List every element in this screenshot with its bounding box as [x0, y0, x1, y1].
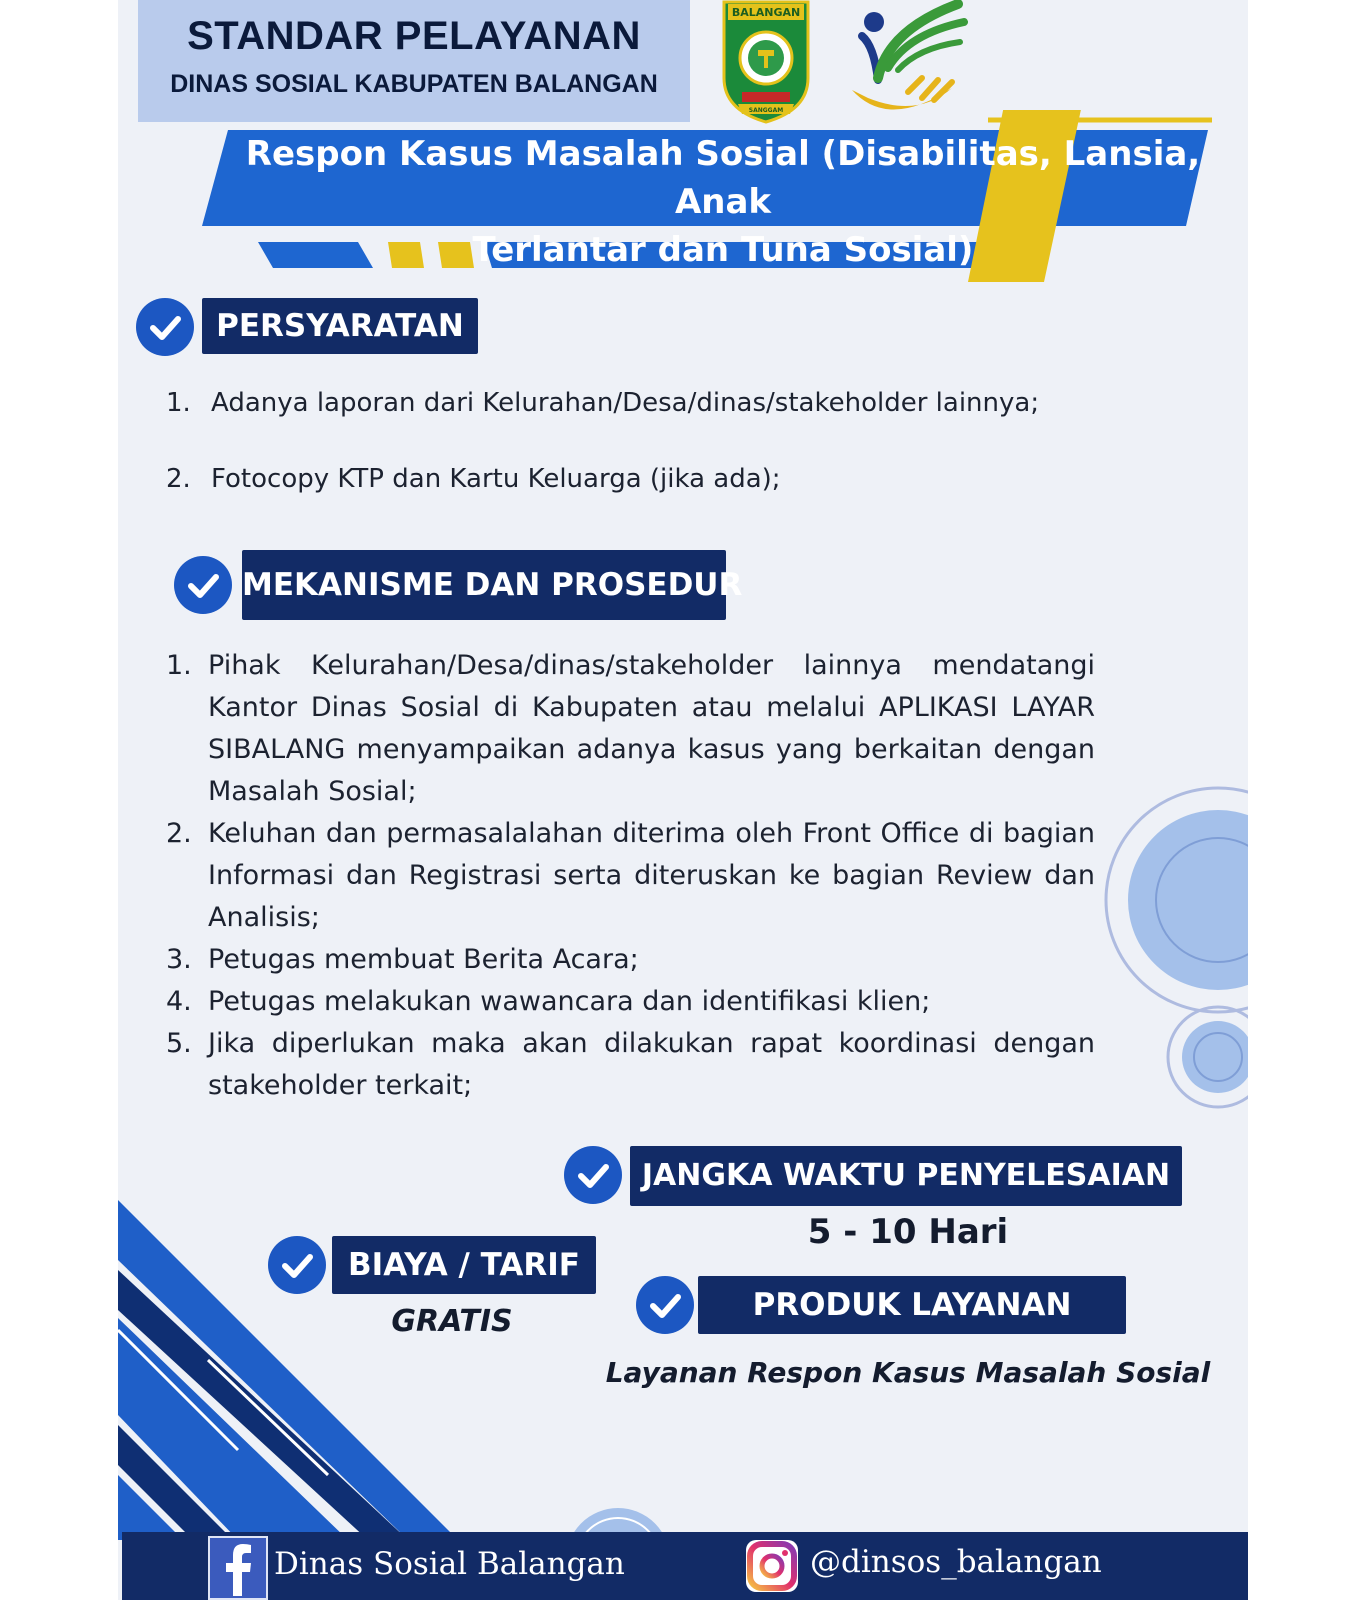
product-heading: PRODUK LAYANAN: [698, 1276, 1126, 1334]
requirement-item: [166, 388, 1116, 424]
duration-heading: JANGKA WAKTU PENYELESAIAN: [630, 1146, 1182, 1206]
procedure-item: [166, 813, 1095, 939]
instagram-icon[interactable]: [744, 1538, 800, 1594]
procedure-text: Petugas melakukan wawancara dan identifikasi klien;: [208, 986, 931, 1017]
procedure-text: Jika diperlukan maka akan dilakukan rapat koordinasi dengan stakeholder terkait;: [208, 1028, 1095, 1101]
procedure-item: [166, 981, 1095, 1023]
requirement-item: [166, 464, 1116, 500]
page-title: STANDAR PELAYANAN: [187, 14, 641, 58]
product-value: Layanan Respon Kasus Masalah Sosial: [605, 1356, 1211, 1389]
procedure-text: Petugas membuat Berita Acara;: [208, 944, 639, 975]
check-icon: [268, 1236, 326, 1294]
procedure-item: [166, 1023, 1095, 1107]
requirement-text: Fotocopy KTP dan Kartu Keluarga (jika ada);: [211, 464, 781, 494]
poster: [118, 0, 1248, 1600]
page-subtitle: DINAS SOSIAL KABUPATEN BALANGAN: [170, 70, 658, 98]
logo-bottom-lettering: SANGGAM: [748, 107, 784, 114]
procedure-item: [166, 939, 1095, 981]
balangan-logo: [720, 0, 812, 124]
check-icon: [636, 1276, 694, 1334]
instagram-handle[interactable]: @dinsos_balangan: [810, 1544, 1102, 1580]
procedure-item: [166, 645, 1095, 813]
procedure-heading: MEKANISME DAN PROSEDUR: [242, 550, 726, 620]
duration-value: 5 - 10 Hari: [807, 1212, 1009, 1252]
service-title-line2: Terlantar dan Tuna Sosial): [472, 230, 974, 270]
procedure-number: 4.: [166, 986, 192, 1017]
procedure-list: [166, 645, 1234, 1107]
procedure-text: Keluhan dan permasalalahan diterima oleh Front Office di bagian Informasi dan Registrasi serta diteruskan ke bagian Review dan Analisis;: [208, 818, 1095, 933]
requirements-heading: PERSYARATAN: [202, 298, 478, 354]
procedure-number: 2.: [166, 818, 192, 849]
footer: [122, 1532, 1248, 1600]
requirement-text: Adanya laporan dari Kelurahan/Desa/dinas/stakeholder lainnya;: [211, 388, 1040, 418]
procedure-number: 5.: [166, 1028, 192, 1059]
procedure-number: 1.: [166, 650, 192, 681]
logo-lettering: BALANGAN: [731, 6, 801, 19]
requirement-number: 2.: [166, 464, 191, 494]
check-icon: [174, 556, 232, 614]
dinsos-logo: [848, 0, 968, 124]
check-icon: [564, 1146, 622, 1204]
procedure-number: 3.: [166, 944, 192, 975]
check-icon: [136, 298, 194, 356]
fee-value: GRATIS: [391, 1304, 513, 1339]
facebook-icon[interactable]: [208, 1536, 268, 1600]
facebook-link[interactable]: Dinas Sosial Balangan: [274, 1546, 625, 1582]
requirement-number: 1.: [166, 388, 191, 418]
service-title-line1: Respon Kasus Masalah Sosial (Disabilitas, Lansia, Anak: [245, 134, 1201, 222]
service-title: [218, 130, 1228, 274]
procedure-text: Pihak Kelurahan/Desa/dinas/stakeholder lainnya mendatangi Kantor Dinas Sosial di Kabupaten atau melalui APLIKASI LAYAR SIBALANG menyampaikan adanya kasus yang berkaitan dengan Masalah Sosial;: [208, 650, 1095, 807]
title-box: [138, 0, 690, 122]
fee-heading: BIAYA / TARIF: [332, 1236, 596, 1294]
